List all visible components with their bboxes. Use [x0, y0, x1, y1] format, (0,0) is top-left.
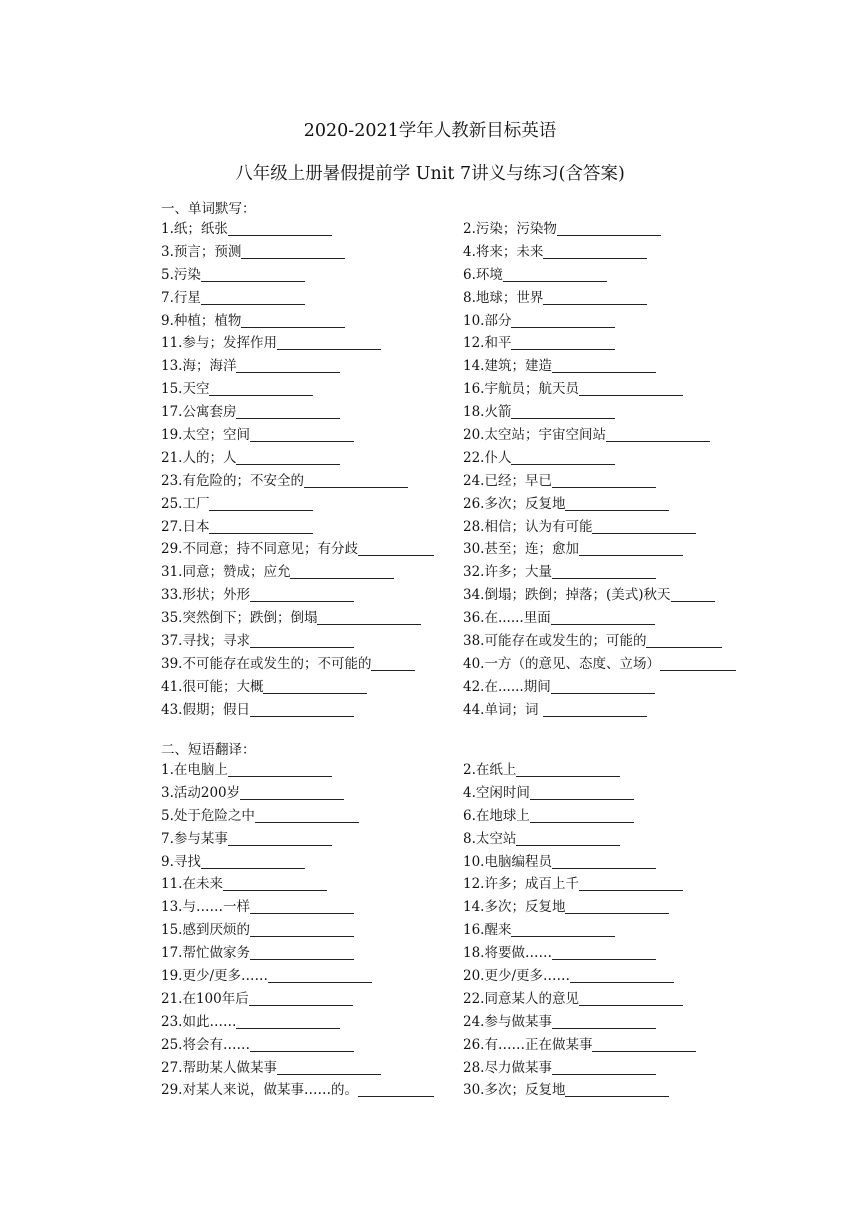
exercise-item	[463, 699, 736, 722]
exercise-item	[161, 942, 434, 965]
exercise-prompt: 37.寻找；寻求	[161, 633, 250, 650]
exercise-prompt: 16.宇航员；航天员	[463, 381, 579, 398]
answer-blank[interactable]	[516, 830, 620, 846]
exercise-item	[161, 287, 434, 310]
exercise-item	[161, 310, 434, 333]
exercise-prompt: 9.寻找	[161, 853, 201, 870]
exercise-prompt: 23.如此……	[161, 1013, 237, 1030]
answer-blank[interactable]	[552, 853, 656, 869]
exercise-item	[161, 218, 434, 241]
exercise-item	[161, 447, 434, 470]
answer-blank[interactable]	[579, 380, 683, 396]
exercise-item	[161, 332, 434, 355]
answer-blank[interactable]	[236, 357, 340, 373]
answer-blank[interactable]	[565, 898, 669, 914]
exercise-prompt: 6.环境	[463, 266, 503, 283]
answer-blank[interactable]	[552, 357, 656, 373]
exercise-item	[161, 919, 434, 942]
exercise-item	[463, 782, 696, 805]
exercise-prompt: 14.多次；反复地	[463, 899, 566, 916]
exercise-prompt: 15.天空	[161, 381, 210, 398]
exercise-prompt: 11.参与；发挥作用	[161, 335, 277, 352]
answer-blank[interactable]	[228, 761, 332, 777]
exercise-prompt: 28.尽力做某事	[463, 1059, 552, 1076]
exercise-prompt: 19.更少/更多……	[161, 968, 269, 985]
exercise-prompt: 7.行星	[161, 289, 201, 306]
exercise-prompt: 22.同意某人的意见	[463, 990, 579, 1007]
exercise-prompt: 39.不可能存在或发生的；不可能的	[161, 655, 372, 672]
answer-blank[interactable]	[250, 1036, 354, 1052]
answer-blank[interactable]	[371, 655, 415, 671]
exercise-item	[463, 759, 696, 782]
exercise-item	[463, 988, 696, 1011]
exercise-prompt: 29.不同意；持不同意见；有分歧	[161, 541, 358, 558]
exercise-item	[463, 561, 736, 584]
exercise-item	[161, 630, 434, 653]
answer-blank[interactable]	[250, 898, 354, 914]
answer-blank[interactable]	[552, 472, 656, 488]
exercise-item	[463, 1034, 696, 1057]
exercise-item	[463, 516, 736, 539]
exercise-prompt: 11.在未来	[161, 876, 223, 893]
exercise-prompt: 43.假期；假日	[161, 701, 250, 718]
answer-blank[interactable]	[579, 875, 683, 891]
answer-blank[interactable]	[250, 632, 354, 648]
answer-blank[interactable]	[543, 701, 647, 717]
exercise-item	[161, 1057, 434, 1080]
exercise-prompt: 36.在......里面	[463, 610, 551, 627]
exercise-prompt: 25.工厂	[161, 495, 210, 512]
exercise-item	[463, 332, 736, 355]
exercise-item	[463, 1079, 696, 1102]
exercise-prompt: 2.污染；污染物	[463, 221, 557, 237]
exercise-item	[463, 607, 736, 630]
answer-blank[interactable]	[290, 563, 394, 579]
exercise-item	[463, 241, 736, 264]
answer-blank[interactable]	[671, 586, 715, 602]
exercise-prompt: 20.太空站；宇宙空间站	[463, 427, 606, 444]
exercise-prompt: 44.单词；词	[463, 701, 543, 718]
answer-blank[interactable]	[511, 403, 615, 419]
exercise-item	[161, 851, 434, 874]
answer-blank[interactable]	[209, 495, 313, 511]
answer-blank[interactable]	[255, 807, 359, 823]
exercise-prompt: 5.处于危险之中	[161, 807, 255, 824]
exercise-item	[161, 676, 434, 699]
exercise-item	[463, 310, 736, 333]
answer-blank[interactable]	[511, 921, 615, 937]
answer-blank[interactable]	[511, 312, 615, 328]
answer-blank[interactable]	[543, 243, 647, 259]
exercise-item	[161, 1034, 434, 1057]
exercise-prompt: 16.醒来	[463, 922, 512, 939]
answer-blank[interactable]	[552, 563, 656, 579]
section-1-left-column	[161, 218, 434, 722]
answer-blank[interactable]	[592, 1036, 696, 1052]
exercise-prompt: 42.在......期间	[463, 678, 551, 695]
exercise-prompt: 18.火箭	[463, 404, 512, 421]
answer-blank[interactable]	[530, 784, 634, 800]
exercise-prompt: 2.在纸上	[463, 762, 517, 778]
answer-blank[interactable]	[358, 1081, 434, 1097]
exercise-prompt: 19.太空；空间	[161, 427, 250, 444]
answer-blank[interactable]	[579, 990, 683, 1006]
answer-blank[interactable]	[201, 266, 305, 282]
exercise-item	[161, 584, 434, 607]
exercise-prompt: 25.将会有……	[161, 1036, 250, 1053]
exercise-item	[463, 1057, 696, 1080]
answer-blank[interactable]	[557, 220, 661, 236]
exercise-prompt: 14.建筑；建造	[463, 358, 552, 375]
exercise-item	[463, 470, 736, 493]
exercise-item	[463, 919, 696, 942]
exercise-prompt: 33.形状；外形	[161, 587, 250, 604]
exercise-item	[463, 851, 696, 874]
exercise-prompt: 10.电脑编程员	[463, 853, 552, 870]
answer-blank[interactable]	[565, 495, 669, 511]
exercise-item	[161, 1011, 434, 1034]
exercise-item	[463, 1011, 696, 1034]
exercise-prompt: 23.有危险的；不安全的	[161, 472, 304, 489]
answer-blank[interactable]	[277, 1059, 381, 1075]
exercise-item	[161, 653, 434, 676]
exercise-item	[463, 630, 736, 653]
exercise-item	[161, 782, 434, 805]
exercise-item	[463, 873, 696, 896]
exercise-prompt: 31.同意；赞成；应允	[161, 564, 291, 581]
answer-blank[interactable]	[570, 967, 674, 983]
exercise-item	[161, 561, 434, 584]
exercise-item	[161, 355, 434, 378]
exercise-item	[463, 493, 736, 516]
exercise-prompt: 9.种植；植物	[161, 312, 242, 329]
exercise-prompt: 5.污染	[161, 266, 201, 283]
answer-blank[interactable]	[511, 334, 615, 350]
exercise-prompt: 20.更少/更多……	[463, 968, 571, 985]
title-line-2: 八年级上册暑假提前学 Unit 7讲义与练习(含答案)	[235, 164, 625, 184]
answer-blank[interactable]	[228, 830, 332, 846]
exercise-prompt: 8.地球；世界	[463, 289, 544, 306]
exercise-prompt: 12.和平	[463, 335, 512, 352]
exercise-prompt: 30.多次；反复地	[463, 1082, 566, 1099]
answer-blank[interactable]	[511, 449, 615, 465]
exercise-prompt: 13.与……一样	[161, 899, 250, 916]
exercise-prompt: 4.将来；未来	[463, 243, 544, 260]
answer-blank[interactable]	[530, 807, 634, 823]
answer-blank[interactable]	[579, 540, 683, 556]
exercise-prompt: 27.帮助某人做某事	[161, 1059, 277, 1076]
answer-blank[interactable]	[250, 426, 354, 442]
exercise-prompt: 21.人的；人	[161, 449, 237, 466]
answer-blank[interactable]	[268, 967, 372, 983]
exercise-prompt: 17.帮忙做家务	[161, 945, 250, 962]
exercise-prompt: 15.感到厌烦的	[161, 922, 250, 939]
answer-blank[interactable]	[551, 678, 655, 694]
exercise-item	[463, 676, 736, 699]
answer-blank[interactable]	[565, 1081, 669, 1097]
answer-blank[interactable]	[317, 609, 421, 625]
exercise-prompt: 12.许多；成百上千	[463, 876, 579, 893]
exercise-item	[161, 493, 434, 516]
answer-blank[interactable]	[552, 1013, 656, 1029]
section-2-right-column	[463, 759, 696, 1102]
exercise-prompt: 26.有……正在做某事	[463, 1036, 593, 1053]
exercise-item	[463, 287, 736, 310]
section-2-heading: 二、短语翻译：	[161, 742, 256, 758]
answer-blank[interactable]	[250, 701, 354, 717]
exercise-prompt: 24.参与做某事	[463, 1013, 552, 1030]
answer-blank[interactable]	[543, 289, 647, 305]
answer-blank[interactable]	[201, 289, 305, 305]
answer-blank[interactable]	[592, 518, 696, 534]
answer-blank[interactable]	[241, 243, 345, 259]
exercise-prompt: 22.仆人	[463, 449, 512, 466]
section-2-left-column	[161, 759, 434, 1102]
exercise-prompt: 32.许多；大量	[463, 564, 552, 581]
exercise-item	[463, 378, 736, 401]
exercise-prompt: 29.对某人来说，做某事……的。	[161, 1082, 358, 1099]
exercise-item	[161, 699, 434, 722]
exercise-prompt: 13.海；海洋	[161, 358, 237, 375]
exercise-prompt: 17.公寓套房	[161, 404, 237, 421]
exercise-item	[463, 355, 736, 378]
exercise-prompt: 3.活动200岁	[161, 784, 241, 801]
section-1-right-column	[463, 218, 736, 722]
exercise-item	[463, 424, 736, 447]
exercise-item	[161, 873, 434, 896]
answer-blank[interactable]	[277, 334, 381, 350]
answer-blank[interactable]	[209, 380, 313, 396]
exercise-prompt: 26.多次；反复地	[463, 495, 566, 512]
exercise-prompt: 34.倒塌；跌倒；掉落；(美式)秋天	[463, 587, 671, 604]
answer-blank[interactable]	[503, 266, 607, 282]
exercise-prompt: 21.在100年后	[161, 990, 249, 1007]
exercise-item	[161, 470, 434, 493]
answer-blank[interactable]	[551, 609, 655, 625]
exercise-prompt: 6.在地球上	[463, 807, 530, 824]
exercise-item	[161, 759, 434, 782]
exercise-item	[161, 378, 434, 401]
exercise-item	[161, 516, 434, 539]
answer-blank[interactable]	[209, 518, 313, 534]
answer-blank[interactable]	[250, 921, 354, 937]
exercise-item	[463, 805, 696, 828]
exercise-prompt: 40.一方（的意见、态度、立场）	[463, 655, 660, 672]
exercise-item	[463, 584, 736, 607]
exercise-item	[463, 447, 736, 470]
answer-blank[interactable]	[358, 540, 434, 556]
exercise-item	[463, 218, 736, 241]
answer-blank[interactable]	[236, 449, 340, 465]
answer-blank[interactable]	[240, 784, 344, 800]
exercise-item	[161, 264, 434, 287]
exercise-prompt: 8.太空站	[463, 830, 517, 847]
answer-blank[interactable]	[241, 312, 345, 328]
exercise-prompt: 1.纸；纸张	[161, 221, 228, 237]
exercise-item	[463, 401, 736, 424]
exercise-prompt: 4.空闲时间	[463, 784, 530, 801]
exercise-item	[161, 1079, 434, 1102]
answer-blank[interactable]	[223, 875, 327, 891]
answer-blank[interactable]	[552, 944, 656, 960]
exercise-prompt: 1.在电脑上	[161, 762, 228, 778]
exercise-prompt: 41.很可能；大概	[161, 678, 264, 695]
exercise-prompt: 30.甚至；连；愈加	[463, 541, 579, 558]
exercise-item	[161, 401, 434, 424]
exercise-item	[463, 264, 736, 287]
exercise-item	[463, 538, 736, 561]
answer-blank[interactable]	[249, 990, 353, 1006]
answer-blank[interactable]	[660, 655, 736, 671]
answer-blank[interactable]	[236, 403, 340, 419]
exercise-item	[463, 896, 696, 919]
answer-blank[interactable]	[236, 1013, 340, 1029]
exercise-item	[463, 965, 696, 988]
exercise-item	[161, 965, 434, 988]
exercise-prompt: 38.可能存在或发生的；可能的	[463, 633, 647, 650]
exercise-prompt: 7.参与某事	[161, 830, 228, 847]
exercise-prompt: 35.突然倒下；跌倒；倒塌	[161, 610, 318, 627]
exercise-item	[161, 241, 434, 264]
exercise-prompt: 10.部分	[463, 312, 512, 329]
exercise-prompt: 24.已经；早已	[463, 472, 552, 489]
answer-blank[interactable]	[646, 632, 722, 648]
answer-blank[interactable]	[304, 472, 408, 488]
answer-blank[interactable]	[201, 853, 305, 869]
exercise-item	[161, 828, 434, 851]
exercise-item	[463, 653, 736, 676]
section-1-heading: 一、单词默写：	[161, 201, 256, 217]
exercise-item	[161, 424, 434, 447]
answer-blank[interactable]	[516, 761, 620, 777]
title-line-1: 2020-2021学年人教新目标英语	[303, 121, 557, 141]
exercise-item	[161, 607, 434, 630]
exercise-prompt: 3.预言；预测	[161, 243, 242, 260]
exercise-prompt: 28.相信；认为有可能	[463, 518, 593, 535]
exercise-item	[161, 538, 434, 561]
exercise-prompt: 18.将要做……	[463, 945, 552, 962]
answer-blank[interactable]	[606, 426, 710, 442]
answer-blank[interactable]	[250, 944, 354, 960]
answer-blank[interactable]	[552, 1059, 656, 1075]
exercise-prompt: 27.日本	[161, 518, 210, 535]
answer-blank[interactable]	[250, 586, 354, 602]
exercise-item	[161, 988, 434, 1011]
exercise-item	[463, 828, 696, 851]
exercise-item	[463, 942, 696, 965]
answer-blank[interactable]	[263, 678, 367, 694]
answer-blank[interactable]	[228, 220, 332, 236]
exercise-item	[161, 805, 434, 828]
exercise-item	[161, 896, 434, 919]
